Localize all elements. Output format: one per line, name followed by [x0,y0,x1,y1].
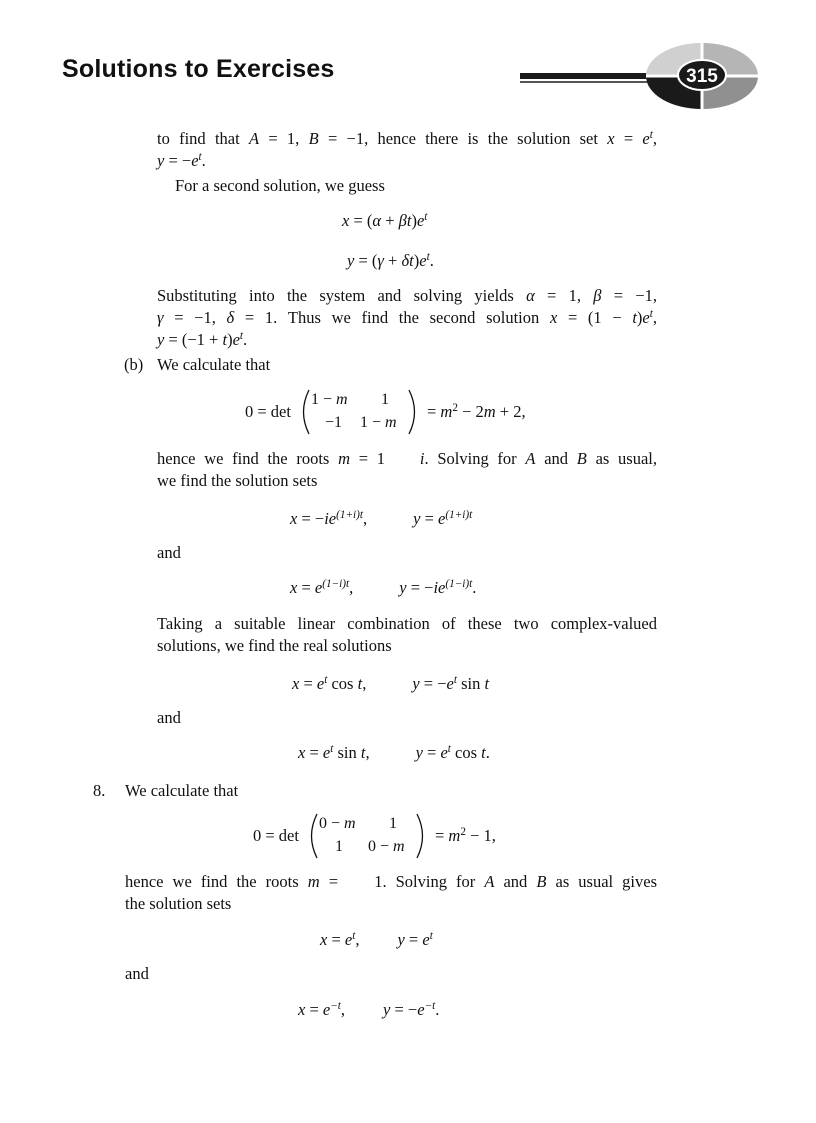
det-rhs: = $m^2 - 2m + 2$, [426,401,526,421]
intro-line-2: $y = -e^t$. [157,150,206,170]
exercise-8-roots-line-2: the solution sets [125,894,232,913]
substituting-line-2: γ = −1, δ = 1. Thus we find the second solution $x = (1 - t)e^t$, [157,307,657,327]
real2-x: $x = e^t$ sin t, [298,742,370,762]
page-header-title: Solutions to Exercises [62,55,335,83]
real1-y: $y = -e^t$ sin t [412,673,490,693]
exercise-8-solution-set-2 [298,999,439,1021]
matrix-b-cell-21: −1 [324,414,342,431]
matrix-8-cell-21: 1 [334,838,343,855]
page-number: 315 [686,66,718,87]
substituting-line-1: Substituting into the system and solving yields α = 1, β = −1, [157,286,657,305]
guess-y-equation: $y = (\gamma + \delta t)e^t$. [347,250,434,270]
ex8-sol2-y: $y = -e^{-t}$. [383,999,440,1019]
matrix-8 [305,812,429,860]
matrix-b-cell-22: 1 − m [359,414,397,431]
part-b-and-1: and [157,543,181,562]
part-b-label: (b) [124,355,144,374]
guess-text: For a second solution, we guess [175,176,385,195]
part-b-calc-text: We calculate that [157,355,271,374]
exercise-8-roots-line-1: hence we find the roots m = 1. Solving for A and B as usual gives [125,872,658,891]
ex8-sol2-x: $x = e^{-t}$, [298,999,346,1019]
real-solution-2 [298,742,490,764]
sol2-y: $y = -ie^{(1-i)t}$. [399,577,477,597]
guess-x-equation: $x = (\alpha + \beta t)e^t$ [342,210,428,230]
det-rhs-8: = $m^2 - 1$, [434,825,496,845]
ex8-sol1-y: $y = e^t$ [397,929,433,949]
taking-line-2: solutions, we find the real solutions [157,636,392,655]
matrix-b [297,388,421,436]
taking-line-1: Taking a suitable linear combination of these two complex-valued [157,614,657,633]
matrix-8-cell-12: 1 [388,815,397,832]
part-b-roots-line-2: we find the solution sets [157,471,318,490]
exercise-8-determinant [253,812,496,860]
part-b-solution-set-2 [290,577,476,599]
page-number-badge [520,38,760,118]
part-b-solution-set-1 [290,508,472,530]
substituting-line-3: $y = (-1 + t)e^t$. [157,329,248,349]
det-lhs: 0 = det [245,402,291,421]
part-b-roots-line-1: hence we find the roots m = 1 i. Solving for A and B as usual, [157,449,658,468]
matrix-8-cell-11: 0 − m [318,815,356,832]
matrix-8-cell-22: 0 − m [367,838,405,855]
matrix-b-cell-11: 1 − m [310,391,348,408]
real1-x: $x = e^t$ cos t, [292,673,367,693]
part-b-and-2: and [157,708,181,727]
sol2-x: $x = e^{(1-i)t}$, [290,577,354,597]
det-lhs-8: 0 = det [253,826,299,845]
intro-line-1: to find that A = 1, B = −1, hence there is the solution set $x = e^t$, [157,128,657,148]
exercise-8-and: and [125,964,149,983]
exercise-8-calc-text: We calculate that [125,781,239,800]
sol1-x: $x = -ie^{(1+i)t}$, [290,508,368,528]
page-number-graphic [520,38,760,118]
exercise-8-solution-set-1 [320,929,433,951]
exercise-8-number: 8. [93,781,106,800]
ex8-sol1-x: $x = e^t$, [320,929,360,949]
part-b-determinant [245,388,526,436]
real-solution-1 [292,673,489,695]
matrix-b-cell-12: 1 [380,391,389,408]
real2-y: $y = e^t$ cos t. [415,742,490,762]
sol1-y: $y = e^{(1+i)t}$ [413,508,473,528]
